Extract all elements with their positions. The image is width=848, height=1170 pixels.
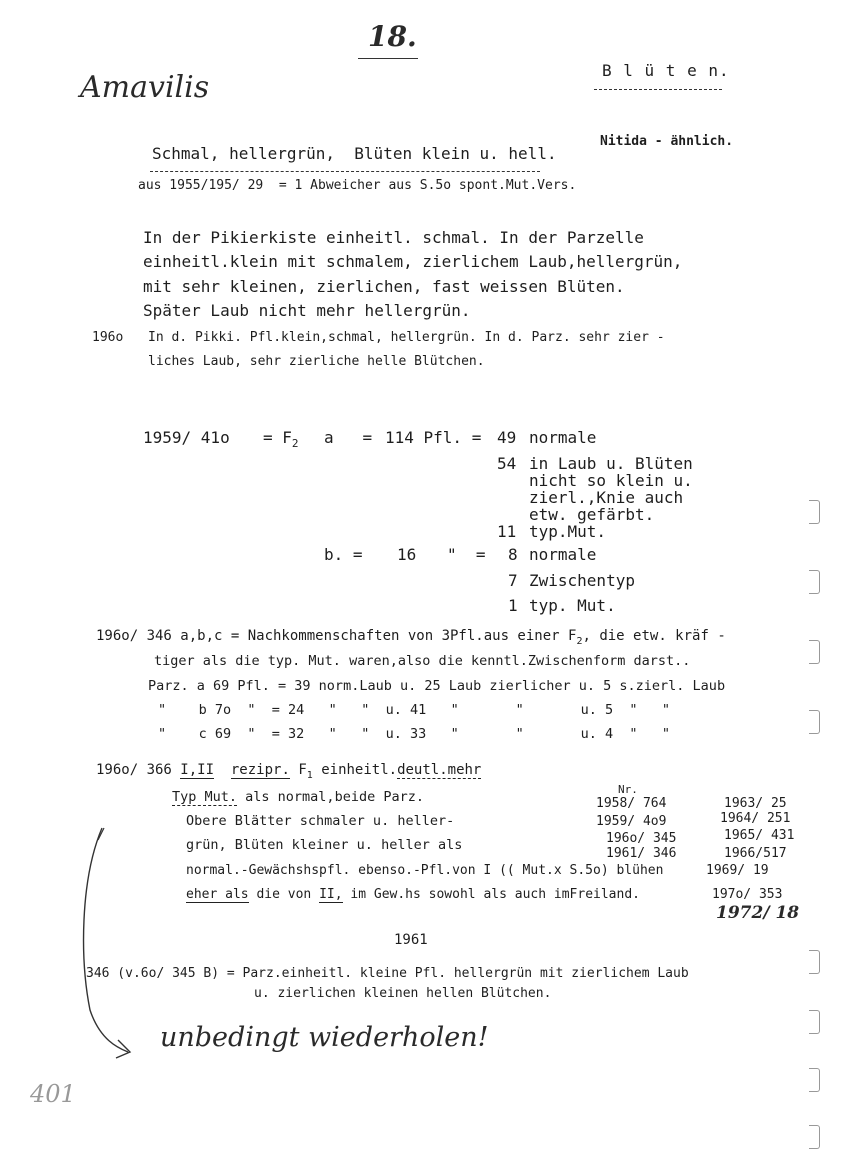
ref-right: 1964/ 251 — [720, 811, 791, 826]
page-number: 18. — [368, 20, 417, 53]
binder-tab — [809, 710, 820, 734]
para346-row-a: Parz. a 69 Pfl. = 39 norm.Laub u. 25 Laub zierlicher u. 5 s.zierl. Laub — [148, 678, 726, 694]
margin-number: 401 — [30, 1080, 76, 1108]
f2-b-label: b. = — [324, 545, 363, 564]
intro-underline — [150, 171, 540, 172]
f2-a-row-t: nicht so klein u. — [529, 471, 693, 490]
para366-line-1: 196o/ 366 I,II rezipr. $F_1$ einheitl.deutl.mehr — [96, 762, 482, 781]
binder-tab — [809, 950, 820, 974]
handwritten-1972: 1972/ 18 — [716, 903, 800, 923]
para366-line-3: Obere Blätter schmaler u. heller- — [186, 813, 455, 829]
para1960-line-2: liches Laub, sehr zierliche helle Blütchen. — [148, 354, 485, 369]
f2-a-count: 114 Pfl. = — [385, 428, 482, 447]
f2-a-row-n: 11 — [497, 522, 517, 541]
f2-id: 1959/ 41o — [143, 428, 230, 447]
binder-tab — [809, 640, 820, 664]
f2-a-row-t: zierl.,Knie auch — [529, 488, 684, 507]
f2-b-row-t: typ. Mut. — [529, 596, 616, 615]
intro-line-1: Schmal, hellergrün, Blüten klein u. hell. — [152, 144, 557, 163]
para346-line-2: tiger als die typ. Mut. waren,also die kenntl.Zwischenform darst.. — [154, 653, 691, 669]
intro-line-2: aus 1955/195/ 29 = 1 Abweicher aus S.5o spont.Mut.Vers. — [138, 178, 577, 193]
para1961-line-1: 346 (v.6o/ 345 B) = Parz.einheitl. kleine Pfl. hellergrün mit zierlichem Laub — [86, 966, 689, 981]
ref-right: 1966/517 — [724, 846, 787, 861]
para366-line-5: normal.-Gewächshspfl. ebenso.-Pfl.von I (( Mut.x S.5o) blühen — [186, 863, 664, 878]
f2-a-row-n: 54 — [497, 454, 517, 473]
section-heading: B l ü t e n. — [602, 61, 730, 80]
ref-right: 1963/ 25 — [724, 796, 787, 811]
binder-tab — [809, 500, 820, 524]
para1-line-2: einheitl.klein mit schmalem, zierlichem Laub,hellergrün, — [143, 252, 683, 271]
f2-b-row-t: normale — [529, 545, 597, 564]
f2-a-row-t: normale — [529, 428, 597, 447]
para1-line-4: Später Laub nicht mehr hellergrün. — [143, 301, 471, 320]
f2-eq: = $F_2$ — [263, 428, 299, 451]
binder-tab — [809, 1010, 820, 1034]
f2-a-label: a = — [324, 428, 373, 447]
ref-right: 1965/ 431 — [724, 828, 795, 843]
para1960-line-1: In d. Pikki. Pfl.klein,schmal, hellergrün. In d. Parz. sehr zier - — [148, 330, 665, 345]
f2-b-count: 16 — [397, 545, 417, 564]
handwritten-note: unbedingt wiederholen! — [160, 1022, 489, 1053]
year-1961: 1961 — [394, 932, 428, 948]
para366-line-2: Typ Mut. als normal,beide Parz. — [172, 789, 424, 805]
f2-a-row-n: 49 — [497, 428, 517, 447]
f2-a-row-t: in Laub u. Blüten — [529, 454, 693, 473]
refs-nr: Nr. — [618, 783, 638, 796]
para1-line-1: In der Pikierkiste einheitl. schmal. In der Parzelle — [143, 228, 644, 247]
para346-row-c: " c 69 " = 32 " " u. 33 " " u. 4 " " — [158, 726, 671, 742]
para346-line-1: 196o/ 346 a,b,c = Nachkommenschaften von 3Pfl.aus einer $F_2$, die etw. kräf - — [96, 628, 726, 647]
f2-a-row-t: typ.Mut. — [529, 522, 607, 541]
f2-b-row-n: 1 — [508, 596, 518, 615]
ref-left: 1959/ 4o9 — [596, 814, 667, 829]
f2-b-row-n: 8 — [508, 545, 518, 564]
para1960-year: 196o — [92, 330, 124, 345]
f2-b-ditto: " = — [447, 545, 486, 564]
ref-left: 1958/ 764 — [596, 796, 667, 811]
binder-tab — [809, 570, 820, 594]
f2-b-row-t: Zwischentyp — [529, 571, 635, 590]
handwritten-title: Amavilis — [80, 70, 210, 105]
page-number-underline — [358, 58, 418, 59]
ref-left: 196o/ 345 — [606, 831, 677, 846]
para1961-line-2: u. zierlichen kleinen hellen Blütchen. — [254, 986, 552, 1001]
para366-line-6: eher als die von II, im Gew.hs sowohl als auch imFreiland. — [186, 887, 640, 902]
para346-row-b: " b 7o " = 24 " " u. 41 " " u. 5 " " — [158, 702, 671, 718]
ref-left: 1969/ 19 — [706, 863, 769, 878]
f2-a-row-t: etw. gefärbt. — [529, 505, 655, 524]
ref-left: 1961/ 346 — [606, 846, 677, 861]
binder-tab — [809, 1125, 820, 1149]
para366-line-4: grün, Blüten kleiner u. heller als — [186, 837, 463, 853]
binder-tab — [809, 1068, 820, 1092]
ref-right: 197o/ 353 — [712, 887, 783, 902]
f2-b-row-n: 7 — [508, 571, 518, 590]
nitida-note: Nitida - ähnlich. — [600, 134, 734, 149]
para1-line-3: mit sehr kleinen, zierlichen, fast weissen Blüten. — [143, 277, 625, 296]
section-heading-underline — [594, 89, 722, 90]
